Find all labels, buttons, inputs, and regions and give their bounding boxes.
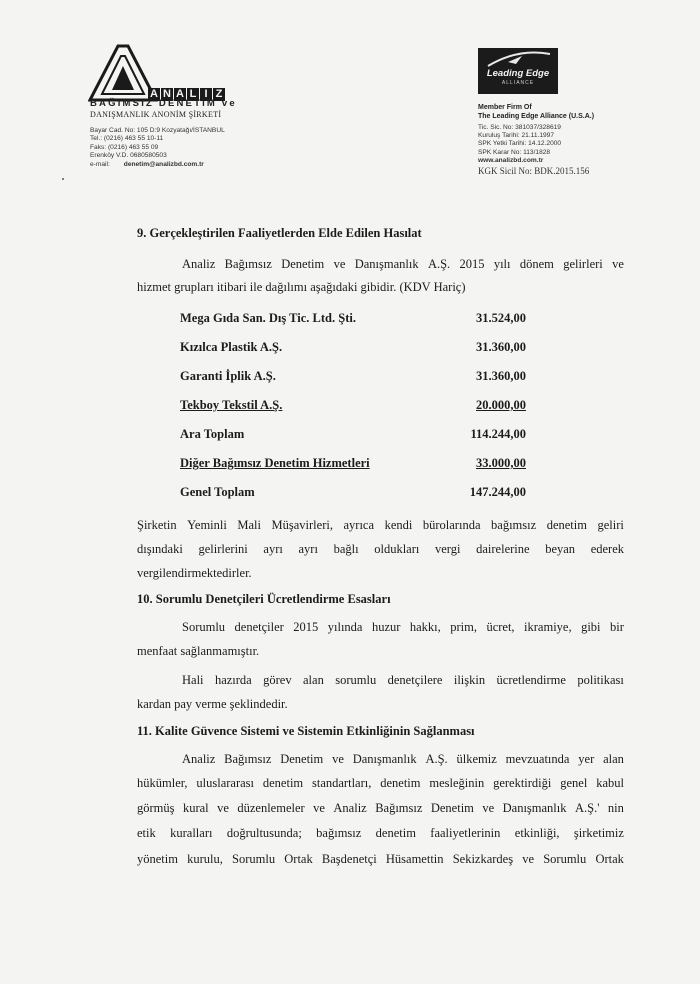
word: oldukları [374, 542, 420, 556]
section-9-heading: 9. Gerçekleştirilen Faaliyetlerden Elde Edilen Hasılat [137, 226, 422, 240]
email-value: denetim@analizbd.com.tr [123, 160, 204, 168]
word: kendi [384, 518, 413, 532]
registry-block [478, 124, 561, 165]
word: huzur [371, 620, 401, 634]
table-row [180, 362, 526, 391]
paragraph-line [182, 673, 624, 688]
word: ücretlendirme [496, 673, 566, 687]
logo-letter: L [187, 88, 199, 101]
word: kurulu, [187, 852, 223, 866]
paragraph-line [182, 257, 624, 272]
subtotal-row [180, 420, 526, 449]
word: 2015 [293, 620, 319, 634]
word: kabul [596, 776, 624, 790]
word: gelirleri [563, 257, 603, 271]
table-row [180, 449, 526, 478]
word: faaliyetlerinin [430, 826, 501, 840]
word: görmüş [137, 801, 175, 815]
member-line: Member Firm Of [478, 104, 532, 111]
word: dışındaki [137, 542, 183, 556]
word: etkinliği, [514, 826, 560, 840]
word: kural [182, 801, 209, 815]
word: ve [522, 852, 535, 866]
word: Sorumlu [182, 620, 226, 634]
section-10-heading: 10. Sorumlu Denetçileri Ücretlendirme Esasları [137, 592, 391, 606]
word: Ortak [284, 852, 313, 866]
firm-name: BAĞIMSIZ DENETİM ve [90, 98, 237, 109]
word: ve [612, 257, 624, 271]
word: Şirketin [137, 518, 177, 532]
paragraph-line: menfaat sağlanmamıştır. [137, 644, 260, 658]
word: ve [482, 801, 495, 815]
word: Yeminli [187, 518, 227, 532]
word: Denetim [280, 752, 324, 766]
word: prim, [450, 620, 477, 634]
word: ayrıca [343, 518, 375, 532]
word: gerektirdiği [493, 776, 552, 790]
word: genel [560, 776, 588, 790]
registry-line: Kuruluş Tarihi: 21.11.1997 [478, 132, 555, 140]
word: uluslararası [196, 776, 255, 790]
word: Danışmanlık [354, 257, 419, 271]
logo-letter: Z [213, 88, 225, 101]
word: Ortak [595, 852, 624, 866]
total-amount: 147.244,00 [469, 485, 526, 499]
word: ülkemiz [456, 752, 497, 766]
word: gelirlerini [198, 542, 248, 556]
word: gibi [581, 620, 601, 634]
paragraph-line [182, 620, 624, 635]
word: denetim [375, 826, 416, 840]
word: etik [137, 826, 156, 840]
logo-letter: N [161, 88, 173, 101]
word: politikası [577, 673, 624, 687]
email-label: e-mail: [90, 160, 110, 168]
word: hükümler, [137, 776, 188, 790]
word: doğrultusunda; [226, 826, 302, 840]
leading-edge-text: Leading Edge [486, 68, 550, 79]
word: Bağımsız [375, 801, 423, 815]
section-11-heading: 11. Kalite Güvence Sistemi ve Sistemin Etkinliğinin Sağlanması [137, 724, 475, 738]
word: ederek [590, 542, 624, 556]
word: nin [607, 801, 624, 815]
word: Sekizkardeş [452, 852, 514, 866]
kgk-registration: KGK Sicil No: BDK.2015.156 [478, 166, 590, 176]
tax-office-line: Erenköy V.D. 0680580503 [90, 152, 167, 160]
logo-letter: I [200, 88, 212, 101]
word: Hüsamettin [385, 852, 444, 866]
paragraph-line [182, 752, 624, 767]
word: standartları, [312, 776, 372, 790]
word: denetim [380, 776, 421, 790]
logo-letter: A [148, 88, 160, 101]
paragraph-line: hizmet grupları itibari ile dağılımı aşağıdaki gibidir. (KDV Hariç) [137, 280, 466, 294]
word: Sorumlu [543, 852, 587, 866]
revenue-table [180, 304, 526, 507]
paragraph-line [137, 518, 624, 533]
word: geliri [597, 518, 624, 532]
word: Danışmanlık [352, 752, 417, 766]
word: mevzuatında [505, 752, 570, 766]
word: A.Ş. [427, 257, 451, 271]
word: mesleğinin [429, 776, 485, 790]
word: Bağımsız [224, 752, 272, 766]
word: ikramiye, [524, 620, 572, 634]
word: alan [603, 752, 624, 766]
word: kuralları [170, 826, 213, 840]
word: 2015 [459, 257, 485, 271]
paragraph-line [137, 826, 624, 841]
client-name: Mega Gıda San. Dış Tic. Ltd. Şti. [180, 311, 356, 325]
firm-subtitle: DANIŞMANLIK ANONİM ŞİRKETİ [90, 110, 222, 119]
client-name: Garanti İplik A.Ş. [180, 369, 276, 383]
table-row [180, 304, 526, 333]
other-services-label: Diğer Bağımsız Denetim Hizmetleri [180, 456, 370, 470]
word: bağımsız [491, 518, 537, 532]
word: ve [217, 801, 229, 815]
word: hakkı, [409, 620, 441, 634]
word: yer [578, 752, 595, 766]
word: Analiz [333, 801, 367, 815]
total-row [180, 478, 526, 507]
word: ve [333, 257, 346, 271]
registry-line: SPK Karar No: 113/1828 [478, 148, 551, 156]
amount: 31.360,00 [476, 340, 526, 354]
membership-note [478, 103, 594, 121]
word: vergi [435, 542, 461, 556]
contact-block [90, 127, 225, 169]
word: alan [303, 673, 324, 687]
paragraph-line [137, 542, 624, 557]
paragraph-line: kardan pay verme şeklindedir. [137, 697, 288, 711]
word: Başdenetçi [321, 852, 377, 866]
paragraph-line: vergilendirmektedirler. [137, 566, 252, 580]
fax-line: Faks: (0216) 463 55 09 [90, 143, 159, 151]
word: denetçilere [387, 673, 443, 687]
word: ilişkin [453, 673, 486, 687]
word: bağlı [333, 542, 359, 556]
word: yönetim [137, 852, 178, 866]
address-line: Bayar Cad. No: 105 D:9 Kozyatağı/İSTANBUL [90, 127, 225, 134]
word: ve [313, 801, 325, 815]
email-line [90, 161, 225, 169]
word: Hali [182, 673, 204, 687]
word: dönem [519, 257, 554, 271]
word: ayrı [298, 542, 318, 556]
word: beyan [545, 542, 576, 556]
word: ve [332, 752, 344, 766]
total-label: Genel Toplam [180, 485, 255, 499]
margin-dot [62, 178, 64, 180]
word: yılı [493, 257, 511, 271]
subtotal-amount: 114.244,00 [470, 427, 526, 441]
logo-letter: A [174, 88, 186, 101]
client-name: Tekboy Tekstil A.Ş. [180, 398, 283, 412]
word: Mali [237, 518, 261, 532]
amount: 33.000,00 [476, 456, 526, 470]
word: hazırda [214, 673, 252, 687]
registry-line: SPK Yetki Tarihi: 14.12.2000 [478, 140, 562, 148]
swoosh-icon [478, 50, 558, 70]
word: ayrı [263, 542, 283, 556]
word: bürolarında [422, 518, 481, 532]
word: denetim [262, 776, 304, 790]
word: yılında [327, 620, 363, 634]
word: düzenlemeler [237, 801, 305, 815]
subtotal-label: Ara Toplam [180, 427, 245, 441]
client-name: Kızılca Plastik A.Ş. [180, 340, 283, 354]
word: Denetim [281, 257, 325, 271]
word: A.Ş.' [574, 801, 600, 815]
word: dairelerine [476, 542, 530, 556]
registry-line: Tic. Sic. No: 381037/328619 [478, 124, 561, 131]
leading-edge-logo [478, 48, 558, 94]
word: Danışmanlık [502, 801, 567, 815]
word: denetçiler [234, 620, 284, 634]
word: Analiz [182, 752, 216, 766]
word: A.Ş. [425, 752, 448, 766]
word: Bağımsız [224, 257, 272, 271]
phone-line: Tel.: (0216) 463 55 10-11 [90, 135, 164, 143]
word: görev [263, 673, 292, 687]
table-row [180, 333, 526, 362]
amount: 20.000,00 [476, 398, 526, 412]
paragraph-line [137, 801, 624, 816]
table-row [180, 391, 526, 420]
word: bir [609, 620, 624, 634]
word: Müşavirleri, [271, 518, 333, 532]
word: sorumlu [335, 673, 377, 687]
amount: 31.524,00 [476, 311, 526, 325]
paragraph-line [137, 852, 624, 867]
leading-edge-subtext: ALLIANCE [501, 80, 535, 86]
word: bağımsız [316, 826, 362, 840]
word: Analiz [182, 257, 216, 271]
amount: 31.360,00 [476, 369, 526, 383]
word: ücret, [486, 620, 515, 634]
website-line: www.analizbd.com.tr [478, 156, 544, 164]
paragraph-line [137, 776, 624, 791]
word: denetim [546, 518, 587, 532]
member-line: The Leading Edge Alliance (U.S.A.) [478, 113, 595, 120]
word: şirketimiz [573, 826, 624, 840]
word: Sorumlu [232, 852, 276, 866]
word: Denetim [430, 801, 474, 815]
